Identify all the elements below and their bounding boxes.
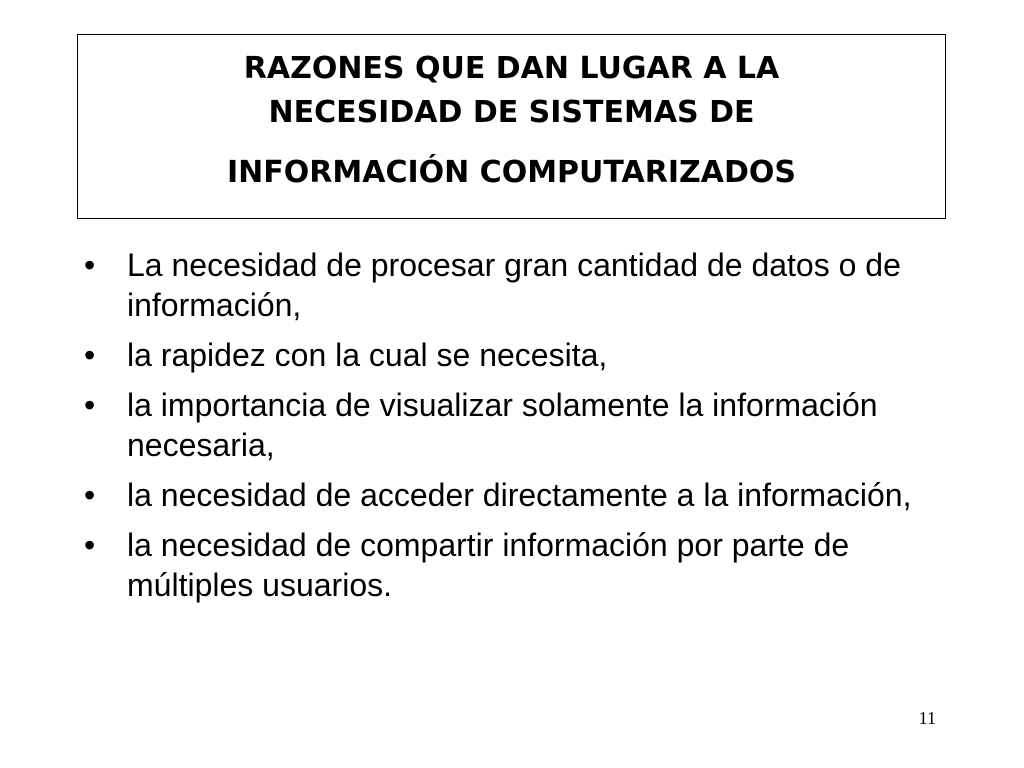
bullet-text: la importancia de visualizar solamente la información necesaria, <box>127 387 878 463</box>
bullet-text: la necesidad de acceder directamente a la información, <box>127 477 912 513</box>
bullet-marker: • <box>84 527 96 563</box>
page-number: 11 <box>918 708 936 728</box>
bullet-item-1 <box>84 245 944 325</box>
bullet-item-3 <box>84 385 944 465</box>
title-box <box>77 34 946 219</box>
bullet-marker: • <box>84 387 96 423</box>
bullet-item-4 <box>84 475 944 515</box>
bullet-marker: • <box>84 477 96 513</box>
title-line-2: NECESIDAD DE SISTEMAS DE <box>268 95 755 130</box>
bullet-text: la necesidad de compartir información por parte de múltiples usuarios. <box>127 527 850 603</box>
bullet-list <box>84 245 944 615</box>
bullet-marker: • <box>84 247 96 283</box>
title-line-1: RAZONES QUE DAN LUGAR A LA <box>243 51 780 86</box>
bullet-text: La necesidad de procesar gran cantidad de datos o de información, <box>127 247 901 323</box>
bullet-item-2 <box>84 335 944 375</box>
bullet-text: la rapidez con la cual se necesita, <box>127 337 608 373</box>
title-line-3: INFORMACIÓN COMPUTARIZADOS <box>227 155 796 190</box>
bullet-marker: • <box>84 337 96 373</box>
bullet-item-5 <box>84 525 944 605</box>
